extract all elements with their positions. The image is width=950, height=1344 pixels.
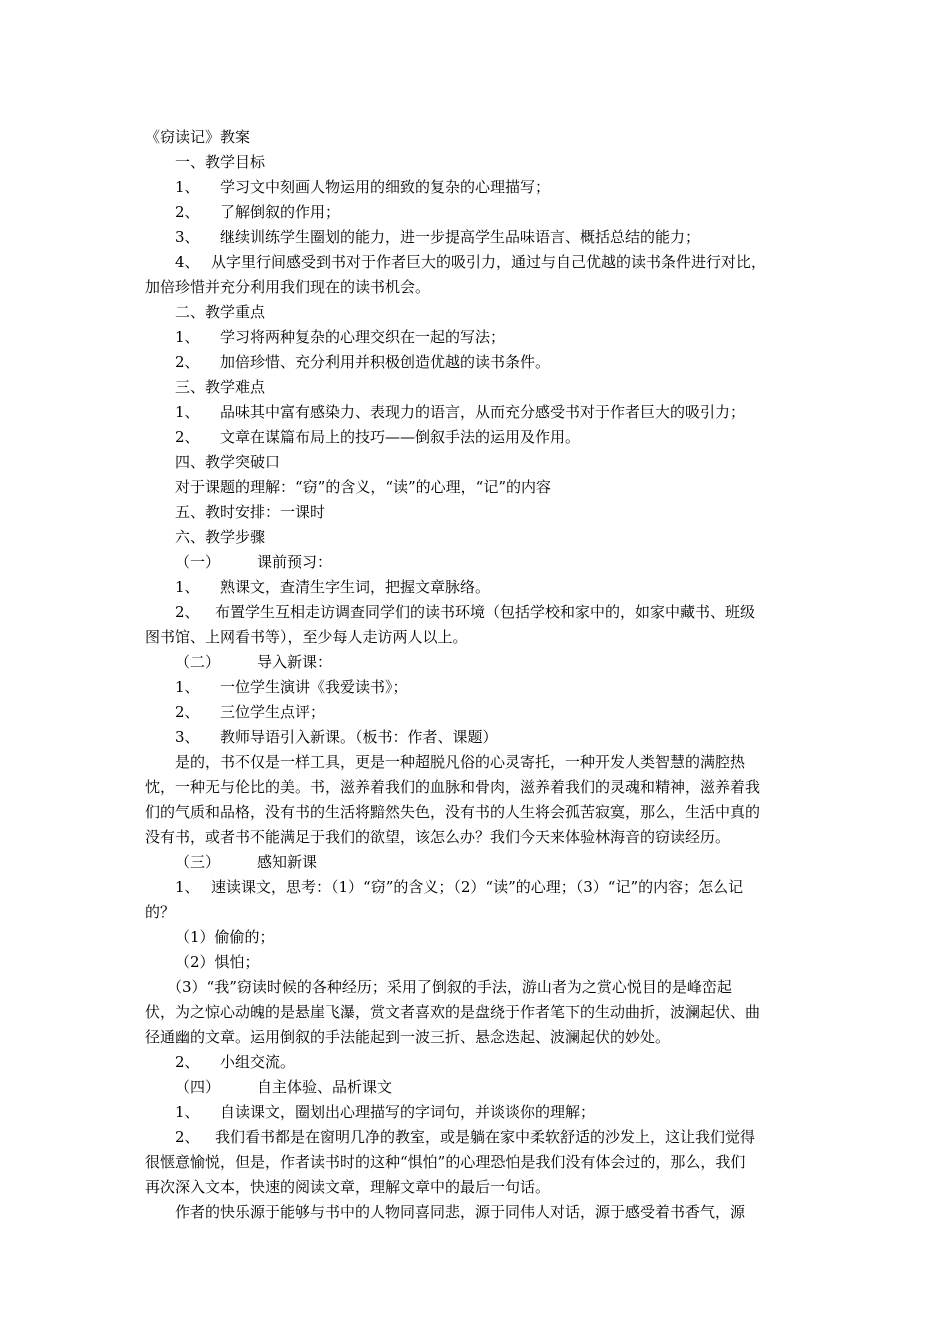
item-number: 2、 (175, 1053, 200, 1071)
heading-text: 六、教学步骤 (175, 528, 266, 546)
item-text: 加倍珍惜、充分利用并积极创造优越的读书条件。 (220, 353, 551, 371)
item-number: 1、 (175, 578, 200, 596)
paragraph-text: 对于课题的理解：“窃”的含义，“读”的心理，“记”的内容 (175, 478, 552, 496)
item-number: 2、 (175, 603, 200, 621)
paragraph-line (145, 800, 825, 825)
list-item (145, 225, 825, 250)
heading-text: 二、教学重点 (175, 303, 266, 321)
list-item-continuation (145, 900, 825, 925)
subsection-title: 自主体验、品析课文 (257, 1078, 393, 1096)
item-text: 小组交流。 (220, 1053, 296, 1071)
title-text: 《窃读记》教案 (145, 128, 251, 146)
subsection-heading (145, 850, 825, 875)
paragraph-text: 是的，书不仅是一样工具，更是一种超脱凡俗的心灵寄托，一种开发人类智慧的满腔热 (175, 753, 746, 771)
subsection-heading (145, 550, 825, 575)
item-text: 品味其中富有感染力、表现力的语言，从而充分感受书对于作者巨大的吸引力； (220, 403, 746, 421)
list-item-continuation (145, 275, 825, 300)
section-heading-breakthrough (145, 450, 825, 475)
item-text: 教师导语引入新课。（板书：作者、课题） (220, 728, 498, 746)
answer-text: 径通幽的文章。运用倒叙的手法能起到一波三折、悬念迭起、波澜起伏的妙处。 (145, 1028, 671, 1046)
item-text: 布置学生互相走访调查同学们的读书环境（包括学校和家中的，如家中藏书、班级 (215, 603, 756, 621)
heading-text: 一、教学目标 (175, 153, 266, 171)
item-number: 4、 (175, 253, 200, 271)
list-item (145, 1125, 825, 1150)
answer-line (145, 1025, 825, 1050)
item-number: 3、 (175, 728, 200, 746)
list-item (145, 200, 825, 225)
item-number: 1、 (175, 328, 200, 346)
section-heading-schedule (145, 500, 825, 525)
paragraph-line (145, 775, 825, 800)
section-heading-steps (145, 525, 825, 550)
subsection-heading (145, 1075, 825, 1100)
item-text: 熟课文，查清生字生词，把握文章脉络。 (220, 578, 491, 596)
list-item (145, 425, 825, 450)
list-item-continuation (145, 1150, 825, 1175)
paragraph-line (145, 750, 825, 775)
item-text: 很惬意愉悦，但是，作者读书时的这种“惧怕”的心理恐怕是我们没有体会过的，那么，我们 (145, 1153, 746, 1171)
list-item (145, 875, 825, 900)
item-number: 1、 (175, 878, 200, 896)
item-text: 继续训练学生圈划的能力，进一步提高学生品味语言、概括总结的能力； (220, 228, 701, 246)
section-heading-goals (145, 150, 825, 175)
document-body (145, 125, 825, 1225)
item-text: 学习文中刻画人物运用的细致的复杂的心理描写； (220, 178, 551, 196)
answer-text: （3）“我”窃读时候的各种经历；采用了倒叙的手法，游山者为之赏心悦目的是峰峦起 (167, 978, 732, 996)
item-text: 三位学生点评； (220, 703, 326, 721)
answer-line (145, 1000, 825, 1025)
answer-text: 伏，为之惊心动魄的是悬崖飞瀑，赏文者喜欢的是盘绕于作者笔下的生动曲折，波澜起伏、曲 (145, 1003, 761, 1021)
document-title (145, 125, 825, 150)
item-text: 自读课文，圈划出心理描写的字词句，并谈谈你的理解； (220, 1103, 596, 1121)
list-item-continuation (145, 1175, 825, 1200)
answer-line (145, 950, 825, 975)
list-item (145, 400, 825, 425)
item-text: 的？ (145, 903, 176, 921)
heading-text: 三、教学难点 (175, 378, 266, 396)
list-item (145, 600, 825, 625)
subsection-number: （一） (175, 553, 221, 571)
paragraph-line (145, 825, 825, 850)
list-item (145, 700, 825, 725)
list-item (145, 350, 825, 375)
answer-text: （2）惧怕； (175, 953, 260, 971)
answer-line (145, 925, 825, 950)
list-item (145, 1100, 825, 1125)
item-number: 2、 (175, 353, 200, 371)
section-heading-difficulty (145, 375, 825, 400)
list-item (145, 675, 825, 700)
subsection-heading (145, 650, 825, 675)
subsection-number: （三） (175, 853, 221, 871)
paragraph-line (145, 475, 825, 500)
item-text: 从字里行间感受到书对于作者巨大的吸引力，通过与自己优越的读书条件进行对比， (211, 253, 767, 271)
item-number: 2、 (175, 703, 200, 721)
item-text: 我们看书都是在窗明几净的教室，或是躺在家中柔软舒适的沙发上，这让我们觉得 (215, 1128, 756, 1146)
list-item-continuation (145, 625, 825, 650)
list-item (145, 725, 825, 750)
item-number: 1、 (175, 178, 200, 196)
list-item (145, 575, 825, 600)
paragraph-text: 没有书，或者书不能满足于我们的欲望，该怎么办？我们今天来体验林海音的窃读经历。 (145, 828, 731, 846)
paragraph-text: 忱，一种无与伦比的美。书，滋养着我们的血脉和骨肉，滋养着我们的灵魂和精神，滋养着我 (145, 778, 761, 796)
section-heading-focus (145, 300, 825, 325)
heading-text: 四、教学突破口 (175, 453, 281, 471)
subsection-number: （二） (175, 653, 221, 671)
item-text: 再次深入文本，快速的阅读文章，理解文章中的最后一句话。 (145, 1178, 551, 1196)
item-number: 2、 (175, 1128, 200, 1146)
heading-text: 五、教时安排：一课时 (175, 503, 326, 521)
item-number: 1、 (175, 1103, 200, 1121)
item-text: 文章在谋篇布局上的技巧——倒叙手法的运用及作用。 (220, 428, 581, 446)
paragraph-text: 作者的快乐源于能够与书中的人物同喜同悲，源于同伟人对话，源于感受着书香气，源 (175, 1203, 746, 1221)
item-text: 一位学生演讲《我爱读书》； (220, 678, 408, 696)
item-number: 2、 (175, 428, 200, 446)
item-number: 3、 (175, 228, 200, 246)
item-text: 图书馆、上网看书等），至少每人走访两人以上。 (145, 628, 468, 646)
subsection-title: 导入新课： (257, 653, 333, 671)
subsection-number: （四） (175, 1078, 221, 1096)
item-number: 1、 (175, 403, 200, 421)
subsection-title: 课前预习： (257, 553, 333, 571)
answer-text: （1）偷偷的； (175, 928, 275, 946)
list-item (145, 175, 825, 200)
item-text: 学习将两种复杂的心理交织在一起的写法； (220, 328, 506, 346)
list-item (145, 1050, 825, 1075)
item-text: 了解倒叙的作用； (220, 203, 341, 221)
paragraph-line (145, 1200, 825, 1225)
item-text: 速读课文，思考：（1）“窃”的含义；（2）“读”的心理；（3）“记”的内容；怎么记 (211, 878, 744, 896)
item-number: 2、 (175, 203, 200, 221)
paragraph-text: 们的气质和品格，没有书的生活将黯然失色，没有书的人生将会孤苦寂寞，那么，生活中真的 (145, 803, 761, 821)
list-item (145, 325, 825, 350)
item-number: 1、 (175, 678, 200, 696)
item-text: 加倍珍惜并充分利用我们现在的读书机会。 (145, 278, 431, 296)
subsection-title: 感知新课 (257, 853, 318, 871)
answer-line (145, 975, 825, 1000)
list-item (145, 250, 825, 275)
